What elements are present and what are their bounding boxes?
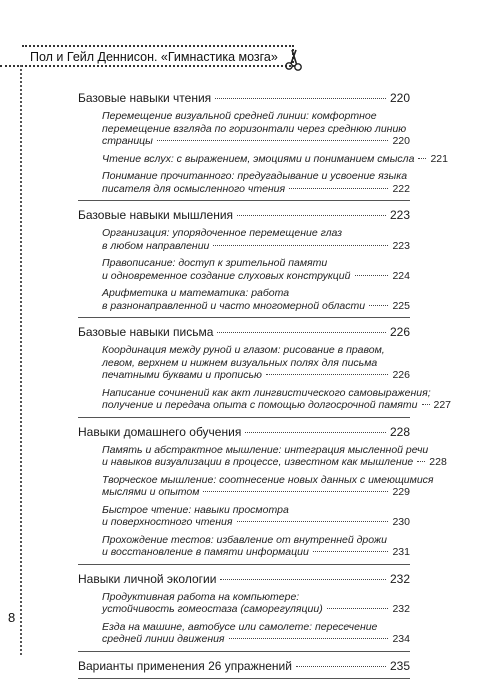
toc-section[interactable] xyxy=(78,425,410,439)
dot-leader xyxy=(157,140,389,141)
toc-page-number: 227 xyxy=(433,399,452,411)
toc-subentry-line: Координация между руной и глазом: рисование в правом, xyxy=(102,344,385,356)
toc-subentry[interactable] xyxy=(78,227,410,252)
section-divider xyxy=(78,317,410,318)
toc-page-number: 235 xyxy=(389,658,410,673)
scissors-icon xyxy=(282,46,308,72)
dot-leader xyxy=(327,608,389,609)
toc-subentry-last-line: устойчивость гомеостаза (саморегуляции) xyxy=(102,603,323,615)
dot-leader xyxy=(355,275,389,276)
dot-leader xyxy=(215,98,386,99)
dot-leader xyxy=(229,638,389,639)
dot-leader xyxy=(237,215,386,216)
toc-subentry-row xyxy=(102,456,447,469)
toc-subentry-line: Написание сочинений как акт лингвистического самовыражения; xyxy=(102,386,431,399)
toc-section[interactable] xyxy=(78,91,410,105)
toc-subentry[interactable] xyxy=(78,443,447,469)
toc-section-title: Базовые навыки чтения xyxy=(78,91,212,105)
dot-leader xyxy=(417,461,425,462)
toc-subentry-line: Арифметика и математика: работа xyxy=(102,287,290,299)
toc-subentry-last-line: получение и передача опыта с помощью долгосрочной памяти xyxy=(102,399,418,411)
toc-section-row xyxy=(78,659,410,673)
toc-page-number: 222 xyxy=(392,182,410,195)
toc-subentry[interactable] xyxy=(78,386,452,412)
toc-subentry-line: Понимание прочитанного: предугадывание и усвоение языка xyxy=(102,170,408,182)
dot-leader xyxy=(289,188,388,189)
toc-subentry[interactable] xyxy=(78,287,410,312)
page-margin-rule xyxy=(20,65,22,655)
section-divider xyxy=(78,678,410,679)
toc-section-row xyxy=(78,208,410,222)
toc-section-row xyxy=(78,91,410,105)
page-number: 8 xyxy=(8,610,16,625)
toc-page-number: 224 xyxy=(392,269,410,282)
dot-leader xyxy=(266,374,389,375)
toc-subentry-line: Память и абстрактное мышление: интеграция мысленной речи xyxy=(102,443,429,456)
toc-subentry[interactable] xyxy=(78,257,410,282)
toc-page-number: 228 xyxy=(389,424,410,439)
toc-subentry-last-line: и навыков визуализации в процессе, известном как мышление xyxy=(102,456,414,468)
toc-subentry-row xyxy=(102,633,410,646)
toc-subentry-line: Езда на машине, автобусе или самолете: пересечение xyxy=(102,620,378,633)
dot-leader xyxy=(418,158,426,159)
toc-subentry-last-line: мыслями и опытом xyxy=(102,486,200,498)
toc-subentry[interactable] xyxy=(78,591,410,616)
toc-subentry-row xyxy=(102,516,410,529)
toc-subentry-line: Перемещение визуальной средней линии: комфортное xyxy=(102,110,377,122)
toc-section-title: Базовые навыки письма xyxy=(78,325,214,339)
toc-section-title: Варианты применения 26 упражнений xyxy=(78,658,292,673)
section-divider xyxy=(78,651,410,652)
toc-page-number: 234 xyxy=(392,633,410,645)
dot-leader xyxy=(217,332,386,333)
dot-leader xyxy=(220,579,386,580)
toc-subentry[interactable] xyxy=(78,621,410,646)
toc-subentry-line: Творческое мышление: соотнесение новых данных с имеющимися xyxy=(102,473,434,486)
toc-section-row xyxy=(78,425,410,439)
toc-page-number: 231 xyxy=(392,546,410,558)
book-running-title: Пол и Гейл Деннисон. «Гимнастика мозга» xyxy=(30,50,278,64)
toc-subentry[interactable] xyxy=(78,170,410,195)
toc-section[interactable] xyxy=(78,325,410,339)
dot-leader xyxy=(422,404,430,405)
toc-subentry-last-line: Чтение вслух: с выражением, эмоциями и пониманием смысла xyxy=(102,152,415,165)
dot-leader xyxy=(213,245,388,246)
toc-subentry-row xyxy=(102,152,448,166)
section-divider xyxy=(78,200,410,201)
toc-subentry[interactable] xyxy=(78,110,410,148)
toc-subentry-row xyxy=(102,603,410,616)
toc-subentry-line: Быстрое чтение: навыки просмотра xyxy=(102,503,289,516)
toc-subentry[interactable] xyxy=(78,152,448,166)
dot-leader xyxy=(237,521,389,522)
toc-subentry-line: Организация: упорядоченное перемещение глаз xyxy=(102,227,343,239)
toc-section-title: Навыки домашнего обучения xyxy=(78,424,242,439)
toc-subentry-line: Продуктивная работа на компьютере: xyxy=(102,590,300,603)
toc-subentry-row xyxy=(102,369,410,382)
toc-subentry-row xyxy=(102,399,452,412)
dot-leader xyxy=(296,666,386,667)
toc-section-title: Базовые навыки мышления xyxy=(78,208,234,222)
toc-section[interactable] xyxy=(78,572,410,586)
toc-page-number: 226 xyxy=(392,369,410,381)
table-of-contents xyxy=(78,91,452,686)
toc-page-number: 223 xyxy=(392,239,410,252)
toc-page-number: 232 xyxy=(392,603,410,615)
dot-leader xyxy=(313,551,389,552)
toc-subentry-last-line: в разнонаправленной и часто многомерной области xyxy=(102,299,366,312)
toc-subentry[interactable] xyxy=(78,473,434,499)
toc-page-number: 230 xyxy=(392,516,410,528)
toc-page-number: 229 xyxy=(392,486,410,498)
toc-section-row xyxy=(78,572,410,586)
section-divider xyxy=(78,417,410,418)
toc-subentry-row xyxy=(102,183,410,196)
section-divider xyxy=(78,564,410,565)
toc-subentry-last-line: страницы xyxy=(102,135,153,147)
dot-leader xyxy=(203,491,388,492)
dot-leader xyxy=(369,305,388,306)
toc-page-number: 221 xyxy=(430,152,448,165)
toc-section-title: Навыки личной экологии xyxy=(78,571,217,586)
toc-subentry-row xyxy=(102,270,410,283)
toc-page-number: 223 xyxy=(389,208,410,222)
toc-subentry-row xyxy=(102,486,410,499)
toc-page-number: 220 xyxy=(392,135,410,147)
toc-page-number: 225 xyxy=(392,299,410,312)
toc-subentry-row xyxy=(102,300,410,313)
toc-subentry-line: перемещение взгляда по горизонтали через среднюю линию xyxy=(102,122,407,135)
toc-subentry-last-line: печатными буквами и прописью xyxy=(102,369,262,381)
toc-subentry-last-line: и одновременное создание слуховых конструкций xyxy=(102,269,351,282)
toc-subentry-last-line: в любом направлении xyxy=(102,239,210,252)
toc-page-number: 228 xyxy=(429,456,447,468)
toc-subentry-row xyxy=(102,546,410,559)
toc-subentry[interactable] xyxy=(78,504,410,529)
toc-subentry-line: левом, верхнем и нижнем визуальных полях для письма xyxy=(102,356,378,369)
header-rule xyxy=(0,65,295,67)
dot-leader xyxy=(245,432,386,433)
toc-section[interactable] xyxy=(78,208,410,222)
toc-subentry-line: Правописание: доступ к зрительной памяти xyxy=(102,257,328,269)
toc-section-row xyxy=(78,325,410,339)
toc-page-number: 220 xyxy=(389,91,410,105)
toc-subentry-last-line: средней линии движения xyxy=(102,633,225,645)
toc-page-number: 226 xyxy=(389,325,410,339)
toc-subentry-row xyxy=(102,135,410,148)
toc-section[interactable] xyxy=(78,659,410,673)
toc-subentry[interactable] xyxy=(78,534,410,559)
toc-subentry[interactable] xyxy=(78,344,410,382)
toc-subentry-last-line: и восстановление в памяти информации xyxy=(102,546,309,558)
toc-subentry-line: Прохождение тестов: избавление от внутренней дрожи xyxy=(102,533,387,546)
toc-subentry-row xyxy=(102,240,410,253)
toc-subentry-last-line: писателя для осмысленного чтения xyxy=(102,182,286,195)
toc-subentry-last-line: и поверхностного чтения xyxy=(102,516,233,528)
toc-page-number: 232 xyxy=(389,571,410,586)
